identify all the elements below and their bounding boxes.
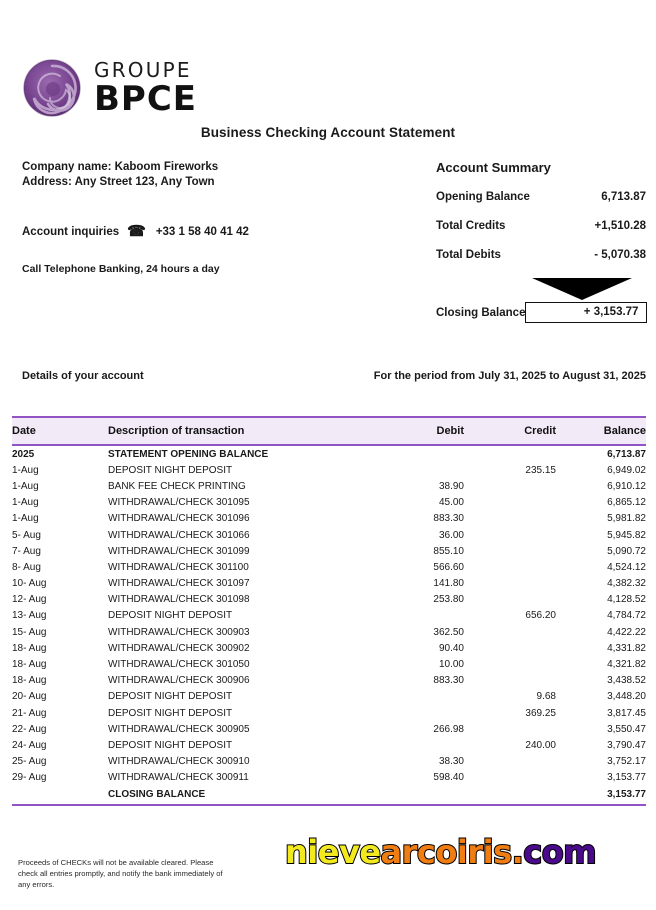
cell-credit (464, 624, 556, 640)
logo-wordmark (94, 58, 198, 119)
summary-row-total-debits (436, 249, 646, 261)
cell-balance: 5,981.82 (607, 513, 646, 525)
cell-balance: 4,784.72 (607, 610, 646, 622)
cell-date: 25- Aug (12, 756, 47, 768)
transactions-table-body (12, 445, 646, 802)
company-name-line: Company name: Kaboom Fireworks (22, 161, 219, 173)
cell-description: WITHDRAWAL/CHECK 300902 (108, 642, 250, 654)
cell-credit (464, 656, 556, 672)
cell-balance: 3,752.17 (607, 756, 646, 768)
details-of-account-label: Details of your account (22, 370, 144, 382)
account-summary (436, 160, 646, 323)
table-row (12, 770, 646, 786)
cell-debit (368, 737, 464, 753)
cell-description: DEPOSIT NIGHT DEPOSIT (108, 610, 233, 622)
cell-balance: 4,128.52 (607, 594, 646, 606)
cell-description: STATEMENT OPENING BALANCE (108, 448, 269, 460)
cell-date: 1-Aug (12, 497, 39, 509)
cell-balance: 6,865.12 (607, 497, 646, 509)
column-header-credit: Credit (464, 417, 556, 445)
table-row (12, 478, 646, 494)
bpce-logo (22, 58, 197, 118)
account-summary-title: Account Summary (436, 160, 551, 175)
cell-description: WITHDRAWAL/CHECK 301066 (108, 529, 250, 541)
table-row (12, 721, 646, 737)
cell-description: CLOSING BALANCE (108, 788, 206, 800)
transactions-table (12, 416, 646, 802)
table-row (12, 608, 646, 624)
table-row (12, 527, 646, 543)
summary-label: Opening Balance (436, 191, 530, 203)
cell-credit (464, 754, 556, 770)
cell-debit: 266.98 (433, 723, 464, 735)
cell-description: WITHDRAWAL/CHECK 301099 (108, 545, 250, 557)
cell-credit: 369.25 (525, 707, 556, 719)
cell-credit (464, 721, 556, 737)
page-title: Business Checking Account Statement (200, 125, 456, 140)
cell-debit: 36.00 (438, 529, 464, 541)
table-row (12, 673, 646, 689)
account-inquiries-phone: +33 1 58 40 41 42 (155, 225, 249, 238)
logo-groupe-text: GROUPE (94, 58, 192, 82)
summary-value: +1,510.28 (594, 220, 646, 232)
cell-credit (464, 786, 556, 802)
table-row (12, 576, 646, 592)
cell-date: 12- Aug (12, 594, 47, 606)
company-address-line: Address: Any Street 123, Any Town (22, 176, 215, 188)
customer-info (22, 160, 218, 190)
cell-debit: 45.00 (438, 497, 464, 509)
transactions-table-wrapper (12, 416, 646, 806)
cell-credit: 656.20 (525, 610, 556, 622)
cell-balance: 4,331.82 (607, 642, 646, 654)
cell-debit: 598.40 (433, 772, 464, 784)
table-row-closing-balance (12, 786, 646, 802)
cell-date: 18- Aug (12, 659, 47, 671)
table-row (12, 737, 646, 753)
cell-description: DEPOSIT NIGHT DEPOSIT (108, 739, 233, 751)
cell-date: 1-Aug (12, 513, 39, 525)
cell-balance: 6,949.02 (607, 464, 646, 476)
column-header-debit: Debit (368, 417, 464, 445)
cell-date: 5- Aug (12, 529, 41, 541)
summary-value: - 5,070.38 (594, 249, 646, 261)
closing-balance-value: + 3,153.77 (525, 302, 647, 323)
cell-description: DEPOSIT NIGHT DEPOSIT (108, 707, 233, 719)
cell-balance: 4,321.82 (607, 659, 646, 671)
cell-debit: 855.10 (433, 545, 464, 557)
cell-debit: 883.30 (433, 513, 464, 525)
cell-date: 22- Aug (12, 723, 47, 735)
cell-balance: 4,422.22 (607, 626, 646, 638)
cell-description: BANK FEE CHECK PRINTING (108, 480, 246, 492)
table-row (12, 543, 646, 559)
cell-date: 18- Aug (12, 675, 47, 687)
account-inquiries (22, 224, 249, 239)
cell-credit (464, 576, 556, 592)
cell-balance: 5,090.72 (607, 545, 646, 557)
table-bottom-divider (12, 804, 646, 806)
cell-debit: 883.30 (433, 675, 464, 687)
table-row (12, 462, 646, 478)
table-row (12, 689, 646, 705)
table-row (12, 495, 646, 511)
cell-date: 1-Aug (12, 464, 39, 476)
summary-arrow-area (436, 278, 646, 300)
cell-debit (368, 786, 464, 802)
cell-date: 13- Aug (12, 610, 47, 622)
cell-debit (368, 445, 464, 462)
cell-date: 20- Aug (12, 691, 47, 703)
bpce-swirl-logo-icon (22, 58, 82, 118)
summary-row-total-credits (436, 220, 646, 232)
cell-balance: 3,790.47 (607, 739, 646, 751)
down-arrow-icon (532, 278, 632, 300)
cell-balance: 3,153.77 (607, 788, 646, 800)
cell-balance: 3,153.77 (607, 772, 646, 784)
cell-credit (464, 559, 556, 575)
cell-date: 1-Aug (12, 480, 39, 492)
table-row (12, 754, 646, 770)
table-row (12, 705, 646, 721)
table-row (12, 624, 646, 640)
cell-credit: 235.15 (525, 464, 556, 476)
cell-balance: 6,910.12 (607, 480, 646, 492)
table-row (12, 445, 646, 462)
cell-description: WITHDRAWAL/CHECK 300906 (108, 675, 250, 687)
cell-description: WITHDRAWAL/CHECK 301098 (108, 594, 250, 606)
cell-credit (464, 543, 556, 559)
watermark-part-two: arcoiris. (380, 833, 524, 871)
cell-balance: 5,945.82 (607, 529, 646, 541)
cell-date: 21- Aug (12, 707, 47, 719)
table-row (12, 511, 646, 527)
cell-debit: 90.40 (438, 642, 464, 654)
cell-description: WITHDRAWAL/CHECK 301096 (108, 513, 250, 525)
cell-debit: 38.90 (438, 480, 464, 492)
site-watermark (285, 833, 596, 871)
cell-balance: 6,713.87 (607, 448, 646, 460)
cell-balance: 3,448.20 (607, 691, 646, 703)
cell-date: 24- Aug (12, 739, 47, 751)
cell-credit (464, 527, 556, 543)
watermark-part-three: com (523, 833, 597, 871)
cell-credit (464, 495, 556, 511)
cell-credit (464, 640, 556, 656)
details-header (22, 370, 646, 382)
cell-balance: 3,438.52 (607, 675, 646, 687)
cell-debit: 253.80 (433, 594, 464, 606)
cell-date: 15- Aug (12, 626, 47, 638)
table-header-row (12, 417, 646, 445)
cell-description: WITHDRAWAL/CHECK 300910 (108, 756, 250, 768)
watermark-part-one: nieve (285, 833, 381, 871)
cell-debit (368, 689, 464, 705)
summary-value: 6,713.87 (601, 191, 646, 203)
closing-balance-label: Closing Balance (436, 306, 526, 319)
cell-credit (464, 592, 556, 608)
cell-date: 2025 (12, 448, 35, 460)
column-header-balance: Balance (556, 417, 646, 445)
cell-description: WITHDRAWAL/CHECK 301050 (108, 659, 250, 671)
table-row (12, 592, 646, 608)
cell-debit: 38.30 (438, 756, 464, 768)
summary-label: Total Debits (436, 249, 501, 261)
column-header-description: Description of transaction (108, 417, 368, 445)
cell-description: DEPOSIT NIGHT DEPOSIT (108, 464, 233, 476)
table-row (12, 656, 646, 672)
statement-period: For the period from July 31, 2025 to August 31, 2025 (373, 370, 646, 382)
account-inquiries-label: Account inquiries (22, 225, 120, 238)
cell-credit (464, 770, 556, 786)
cell-credit: 9.68 (536, 691, 556, 703)
cell-date: 10- Aug (12, 578, 47, 590)
cell-debit: 362.50 (433, 626, 464, 638)
cell-description: WITHDRAWAL/CHECK 301100 (108, 561, 249, 573)
logo-bpce-text: BPCE (94, 79, 198, 119)
cell-debit (368, 705, 464, 721)
cell-description: WITHDRAWAL/CHECK 301097 (108, 578, 250, 590)
cell-debit: 566.60 (433, 561, 464, 573)
cell-debit: 141.80 (433, 578, 464, 590)
cell-credit (464, 673, 556, 689)
cell-date: 29- Aug (12, 772, 47, 784)
summary-label: Total Credits (436, 220, 506, 232)
cell-description: WITHDRAWAL/CHECK 300903 (108, 626, 250, 638)
cell-credit: 240.00 (525, 739, 556, 751)
cell-description: DEPOSIT NIGHT DEPOSIT (108, 691, 233, 703)
column-header-date: Date (12, 417, 108, 445)
cell-debit (368, 462, 464, 478)
footer-disclaimer: Proceeds of CHECKs will not be available cleared. Please check all entries promptly, and notify the bank immediately of any errors. (18, 858, 223, 889)
cell-description: WITHDRAWAL/CHECK 300911 (108, 772, 249, 784)
telephone-icon: ☎ (127, 223, 146, 240)
cell-description: WITHDRAWAL/CHECK 301095 (108, 497, 250, 509)
telephone-banking-note: Call Telephone Banking, 24 hours a day (22, 263, 220, 275)
summary-row-closing-balance (436, 302, 646, 323)
cell-description: WITHDRAWAL/CHECK 300905 (108, 723, 250, 735)
cell-debit (368, 608, 464, 624)
summary-row-opening-balance (436, 191, 646, 203)
cell-balance: 4,524.12 (607, 561, 646, 573)
cell-balance: 3,817.45 (607, 707, 646, 719)
cell-date (12, 786, 108, 802)
cell-date: 7- Aug (12, 545, 41, 557)
cell-credit (464, 511, 556, 527)
cell-debit: 10.00 (438, 659, 464, 671)
cell-balance: 4,382.32 (607, 578, 646, 590)
table-row (12, 559, 646, 575)
cell-balance: 3,550.47 (607, 723, 646, 735)
cell-date: 8- Aug (12, 561, 41, 573)
table-header (12, 417, 646, 445)
cell-credit (464, 445, 556, 462)
cell-date: 18- Aug (12, 642, 47, 654)
table-row (12, 640, 646, 656)
cell-credit (464, 478, 556, 494)
